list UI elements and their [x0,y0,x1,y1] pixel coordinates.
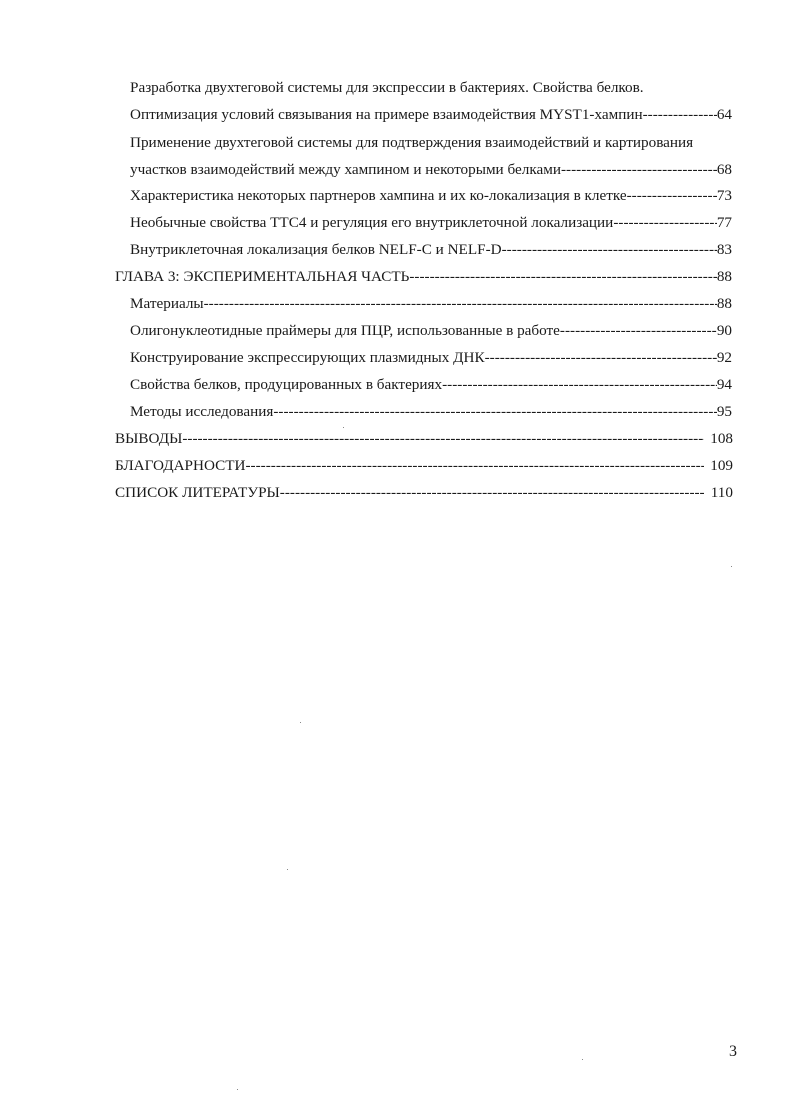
toc-entry-page: 68 [716,161,732,178]
toc-entry-title: Оптимизация условий связывания на примере взаимодействия MYST1-хампин [130,106,643,123]
toc-entry-page: 94 [716,376,732,393]
scan-speck [343,427,344,428]
toc-entry-page: 95 [716,403,732,420]
toc-entry-page: 88 [716,295,732,312]
toc-entry-page: 92 [716,349,732,366]
toc-entry-page: 64 [716,106,732,123]
toc-entry-title: участков взаимодействий между хампином и некоторыми белками [130,161,561,178]
toc-entry-page: 73 [716,187,732,204]
toc-leader-dashes [182,429,704,449]
toc-leader-dashes [560,321,717,341]
toc-leader-dashes [280,483,705,503]
toc-chapter-entry [115,456,733,476]
toc-entry-page: 90 [716,322,732,339]
toc-chapter-title: СПИСОК ЛИТЕРАТУРЫ [115,484,280,501]
scan-speck [300,722,301,723]
toc-entry-page: 83 [716,241,732,258]
toc-entry-page: 108 [710,430,733,447]
toc-chapter-title: ГЛАВА 3: ЭКСПЕРИМЕНТАЛЬНАЯ ЧАСТЬ [115,268,410,285]
toc-entry [130,213,732,233]
toc-chapter-entry [115,267,732,287]
toc-chapter-entry [115,429,733,449]
toc-entry-page: 77 [716,214,732,231]
toc-entry-title: Применение двухтеговой системы для подтверждения взаимодействий и картирования [130,134,694,151]
toc-entry [130,375,732,395]
toc-entry [130,402,732,422]
toc-entry-title: Материалы [130,295,204,312]
toc-entry-title: Олигонуклеотидные праймеры для ПЦР, использованные в работе [130,322,560,339]
scan-speck [237,1089,238,1090]
toc-leader-dashes [485,348,717,368]
toc-chapter-title: ВЫВОДЫ [115,430,183,447]
toc-leader-dashes [561,160,717,180]
page-number: 3 [729,1043,737,1060]
scan-speck [731,566,732,567]
toc-leader-dashes [442,375,717,395]
toc-entry [130,105,732,125]
toc-leader-dashes [273,402,716,422]
toc-entry [130,348,732,368]
scan-speck [287,869,288,870]
toc-entry-title: Внутриклеточная локализация белков NELF-C и NELF-D [130,241,502,258]
toc-entry [130,240,732,260]
toc-leader-dashes [627,186,717,206]
toc-entry-title: Свойства белков, продуцированных в бактериях [130,376,443,393]
toc-entry [130,186,732,206]
toc-entry [130,294,732,314]
toc-entry [130,160,732,180]
toc-leader-dashes [613,213,716,233]
toc-continuation-heading: Разработка двухтеговой системы для экспрессии в бактериях. Свойства белков. [130,79,644,96]
toc-entry-page: 109 [710,457,733,474]
toc-entry-title: Необычные свойства ТТС4 и регуляция его внутриклеточной локализации [130,214,614,231]
toc-leader-dashes [409,267,716,287]
toc-leader-dashes [502,240,717,260]
toc-leader-dashes [246,456,705,476]
toc-entry [130,321,732,341]
toc-chapter-title: БЛАГОДАРНОСТИ [115,457,246,474]
toc-entry-page: 88 [716,268,732,285]
toc-entry-title: Методы исследования [130,403,274,420]
toc-entry-title: Конструирование экспрессирующих плазмидных ДНК [130,349,485,366]
toc-chapter-entry [115,483,733,503]
toc-entry-title: Характеристика некоторых партнеров хампина и их ко-локализация в клетке [130,187,627,204]
toc-leader-dashes [643,105,717,125]
toc-leader-dashes [204,294,717,314]
toc-entry-page: 110 [710,484,733,501]
scan-speck [582,1059,583,1060]
